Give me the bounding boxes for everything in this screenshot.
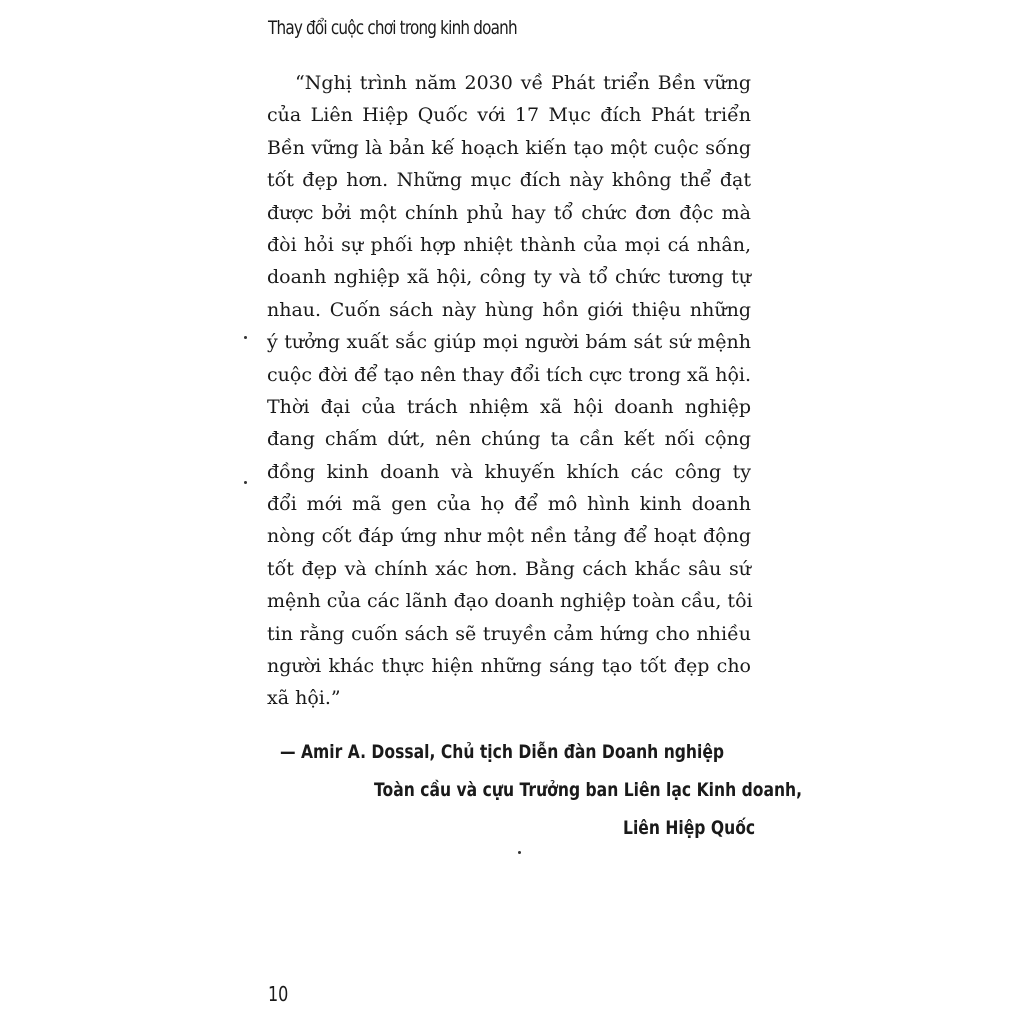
attribution-author: — Amir A. Dossal, Chủ tịch Diễn đàn Doanh nghiệp — [280, 741, 725, 763]
quote-line: đang chấm dứt, nên chúng ta cần kết nối cộng — [267, 428, 751, 451]
running-header: Thay đổi cuộc chơi trong kinh doanh — [268, 17, 517, 39]
quote-line: đòi hỏi sự phối hợp nhiệt thành của mọi cá nhân, — [267, 233, 751, 256]
quote-line: tốt đẹp và chính xác hơn. Bằng cách khắc sâu sứ — [267, 557, 751, 580]
quote-line: cuộc đời để tạo nên thay đổi tích cực trong xã hội. — [267, 363, 751, 386]
attribution-title: Toàn cầu và cựu Trưởng ban Liên lạc Kinh doanh, — [373, 779, 803, 801]
attribution-line — [280, 733, 755, 771]
print-speck — [244, 481, 247, 484]
quote-line: mệnh của các lãnh đạo doanh nghiệp toàn cầu, tôi — [267, 590, 753, 613]
quote-line: Bền vững là bản kế hoạch kiến tạo một cuộc sống — [267, 136, 751, 159]
quote-line: nhau. Cuốn sách này hùng hồn giới thiệu những — [267, 298, 751, 321]
quote-line: “Nghị trình năm 2030 về Phát triển Bền vững — [295, 72, 751, 94]
attribution — [280, 733, 803, 847]
print-speck — [518, 851, 521, 854]
page-number: 10 — [268, 982, 289, 1006]
attribution-organization: Liên Hiệp Quốc — [622, 817, 755, 839]
attribution-line — [280, 809, 755, 847]
quote-line: xã hội.” — [267, 687, 341, 710]
quote-line: tốt đẹp hơn. Những mục đích này không thể đạt — [267, 169, 751, 192]
quote-line: người khác thực hiện những sáng tạo tốt đẹp cho — [267, 655, 751, 678]
quote-line: được bởi một chính phủ hay tổ chức đơn độc mà — [267, 201, 751, 224]
quote-line: doanh nghiệp xã hội, công ty và tổ chức tương tự — [267, 266, 751, 289]
quote-line: nòng cốt đáp ứng như một nền tảng để hoạt động — [267, 525, 751, 548]
print-speck — [244, 336, 247, 339]
quote-line: của Liên Hiệp Quốc với 17 Mục đích Phát triển — [267, 104, 751, 127]
quote-block — [267, 67, 751, 715]
attribution-line — [280, 771, 803, 809]
quote-line: ý tưởng xuất sắc giúp mọi người bám sát sứ mệnh — [267, 331, 751, 354]
quote-line: đổi mới mã gen của họ để mô hình kinh doanh — [267, 493, 751, 516]
quote-line: đồng kinh doanh và khuyến khích các công ty — [267, 460, 751, 483]
quote-line: tin rằng cuốn sách sẽ truyền cảm hứng cho nhiều — [267, 622, 751, 645]
quote-line: Thời đại của trách nhiệm xã hội doanh nghiệp — [267, 395, 751, 418]
